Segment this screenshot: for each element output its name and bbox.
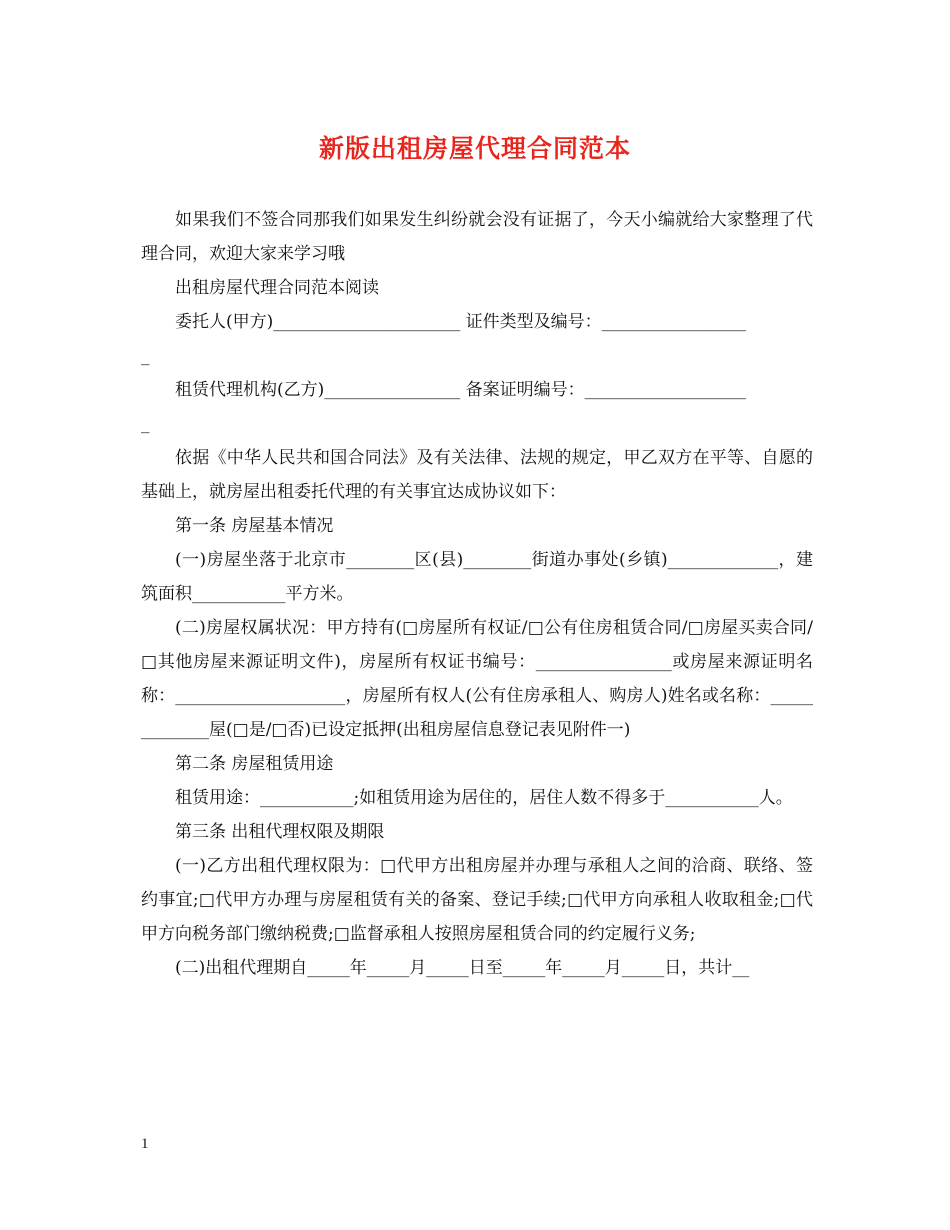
contract-heading: 出租房屋代理合同范本阅读 [175, 278, 379, 298]
article-3-item-2: (二)出租代理期自_____年_____月_____日至_____年_____月_____日，共计__ [175, 958, 750, 978]
article-2-content: 租赁用途：___________;如租赁用途为居住的，居住人数不得多于___________人。 [175, 788, 793, 808]
intro-paragraph: 如果我们不签合同那我们如果发生纠纷就会没有证据了，今天小编就给大家整理了代理合同，欢迎大家来学习哦 [141, 210, 813, 264]
agency-field-line: 租赁代理机构(乙方)________________ 备案证明编号：___________________ [175, 380, 747, 400]
article-1-item-2: (二)房屋权属状况：甲方持有(□房屋所有权证/□公有住房租赁合同/□房屋买卖合同/□其他房屋来源证明文件)，房屋所有权证书编号：________________或房屋来源证明名称：____________________，房屋所有权人(公有住房承租人、购房人)姓名或名称：_____________屋(□是/□否)已设定抵押(出租房屋信息登记表见附件一) [141, 618, 813, 740]
article-1-item-1: (一)房屋坐落于北京市________区(县)________街道办事处(乡镇)_____________，建筑面积___________平方米。 [141, 550, 813, 604]
article-2-heading: 第二条 房屋租赁用途 [175, 754, 334, 774]
document-body [141, 203, 813, 985]
article-1-heading: 第一条 房屋基本情况 [175, 516, 334, 536]
agency-field-overflow: _ [141, 414, 150, 434]
document-title: 新版出租房屋代理合同范本 [318, 134, 631, 163]
article-3-item-1: (一)乙方出租代理权限为：□代甲方出租房屋并办理与承租人之间的洽商、联络、签约事宜;□代甲方办理与房屋租赁有关的备案、登记手续;□代甲方向承租人收取租金;□代甲方向税务部门缴纳税费;□监督承租人按照房屋租赁合同的约定履行义务; [141, 856, 813, 944]
article-3-heading: 第三条 出租代理权限及期限 [175, 822, 385, 842]
principal-field-line: 委托人(甲方)______________________ 证件类型及编号：_________________ [175, 312, 747, 332]
legal-basis-paragraph: 依据《中华人民共和国合同法》及有关法律、法规的规定，甲乙双方在平等、自愿的基础上，就房屋出租委托代理的有关事宜达成协议如下： [141, 448, 813, 502]
page-number: 1 [141, 1136, 149, 1152]
principal-field-overflow: _ [141, 346, 150, 366]
